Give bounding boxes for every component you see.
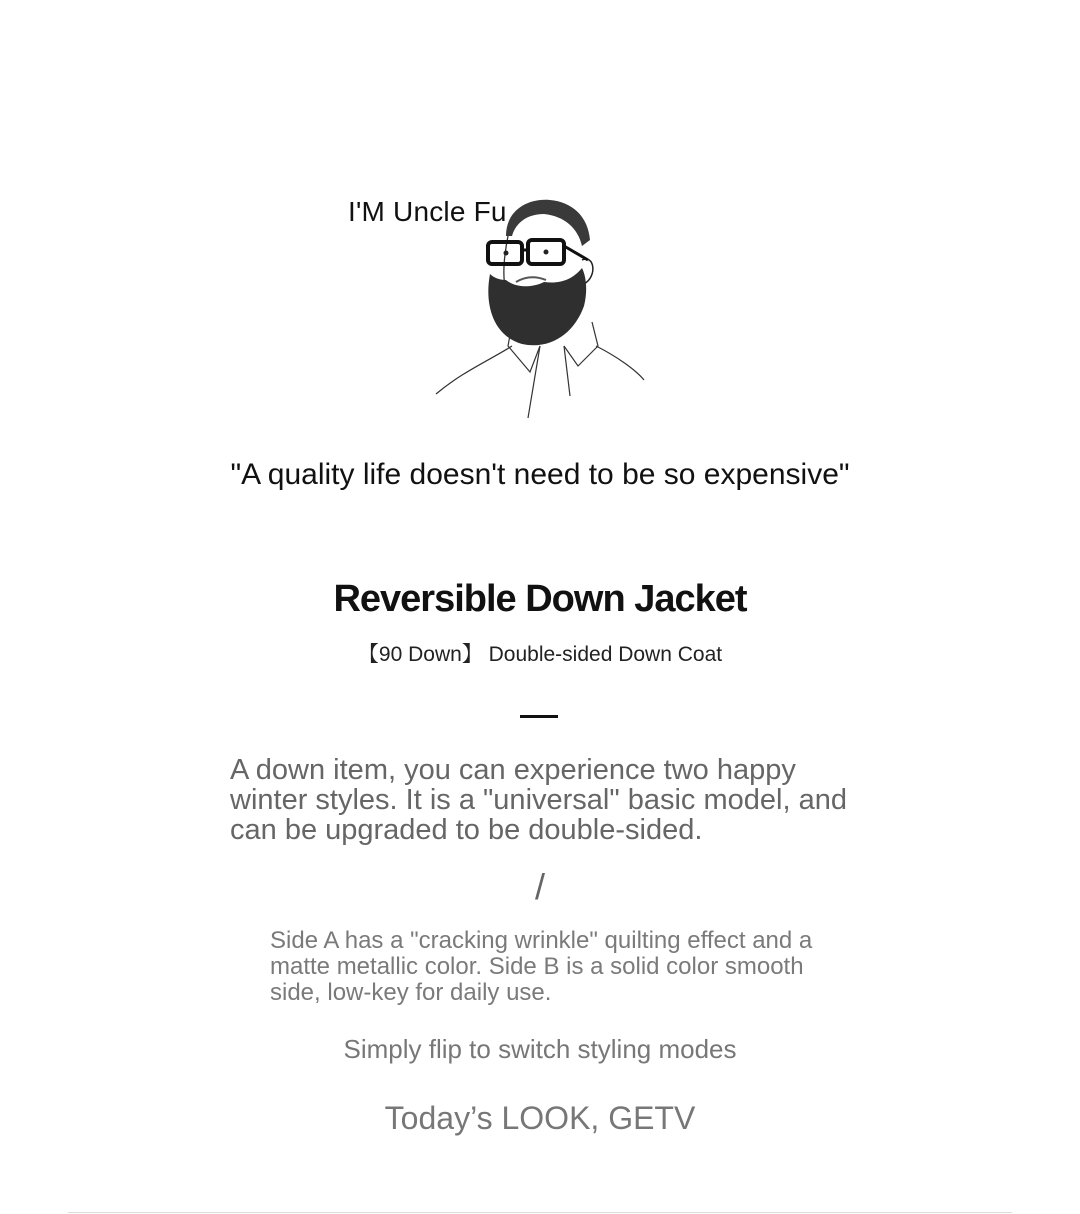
- product-title: Reversible Down Jacket: [333, 578, 747, 620]
- bottom-divider: [68, 1212, 1012, 1213]
- look-caption: Today’s LOOK, GETV: [384, 1100, 696, 1136]
- intro-paragraph: A down item, you can experience two happy winter styles. It is a "universal" basic model, and can be upgraded to be double-sided.: [230, 754, 847, 846]
- tagline: "A quality life doesn't need to be so expensive": [230, 458, 850, 491]
- flip-caption: Simply flip to switch styling modes: [343, 1034, 737, 1064]
- intro-label: I'M Uncle Fu: [348, 196, 507, 227]
- slash-divider: /: [534, 866, 545, 907]
- dash-divider: [520, 715, 558, 718]
- side-description-paragraph: Side A has a "cracking wrinkle" quilting effect and a matte metallic color. Side B is a solid color smooth side, low-key for daily use.: [270, 927, 813, 1006]
- bearded-man-portrait-icon: [432, 196, 648, 424]
- product-subtitle: 【90 Down】 Double-sided Down Coat: [357, 643, 723, 666]
